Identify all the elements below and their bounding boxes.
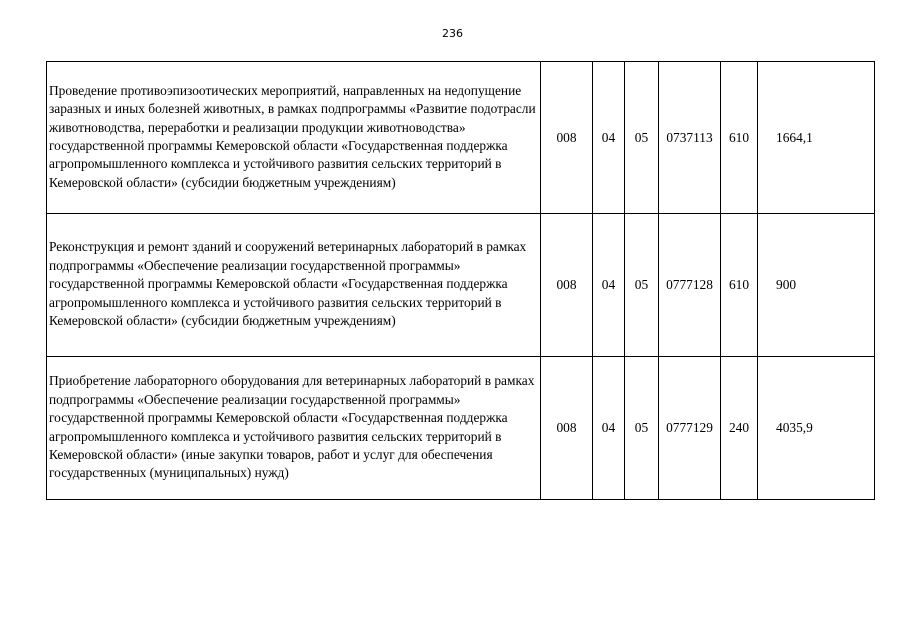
section-code: 04	[593, 214, 625, 357]
table-row	[47, 62, 875, 214]
target-article-code: 0777129	[659, 357, 721, 500]
amount: 1664,1	[758, 62, 875, 214]
budget-table	[46, 61, 875, 500]
subsection-code: 05	[625, 62, 659, 214]
page-number: 236	[442, 27, 463, 40]
row-description: Проведение противоэпизоотических мероприятий, направленных на недопущение заразных и иных болезней животных, в рамках подпрограммы «Развитие подотрасли животноводства, переработки и реализации продукции животноводства» государственной программы Кемеровской области «Государственная поддержка агропромышленного комплекса и устойчивого развития сельских территорий в Кемеровской области» (субсидии бюджетным учреждениям)	[47, 62, 541, 214]
ministry-code: 008	[541, 62, 593, 214]
amount: 4035,9	[758, 357, 875, 500]
section-code: 04	[593, 62, 625, 214]
subsection-code: 05	[625, 214, 659, 357]
section-code: 04	[593, 357, 625, 500]
target-article-code: 0737113	[659, 62, 721, 214]
expense-type-code: 610	[721, 62, 758, 214]
ministry-code: 008	[541, 214, 593, 357]
row-description: Реконструкция и ремонт зданий и сооружений ветеринарных лабораторий в рамках подпрограммы «Обеспечение реализации государственной программы» государственной программы Кемеровской области «Государственная поддержка агропромышленного комплекса и устойчивого развития сельских территорий в Кемеровской области» (субсидии бюджетным учреждениям)	[47, 214, 541, 357]
expense-type-code: 240	[721, 357, 758, 500]
target-article-code: 0777128	[659, 214, 721, 357]
amount: 900	[758, 214, 875, 357]
subsection-code: 05	[625, 357, 659, 500]
expense-type-code: 610	[721, 214, 758, 357]
ministry-code: 008	[541, 357, 593, 500]
table-row	[47, 214, 875, 357]
table-row	[47, 357, 875, 500]
row-description: Приобретение лабораторного оборудования для ветеринарных лабораторий в рамках подпрограммы «Обеспечение реализации государственной программы» государственной программы Кемеровской области «Государственная поддержка агропромышленного комплекса и устойчивого развития сельских территорий в Кемеровской области» (иные закупки товаров, работ и услуг для обеспечения государственных (муниципальных) нужд)	[47, 357, 541, 500]
